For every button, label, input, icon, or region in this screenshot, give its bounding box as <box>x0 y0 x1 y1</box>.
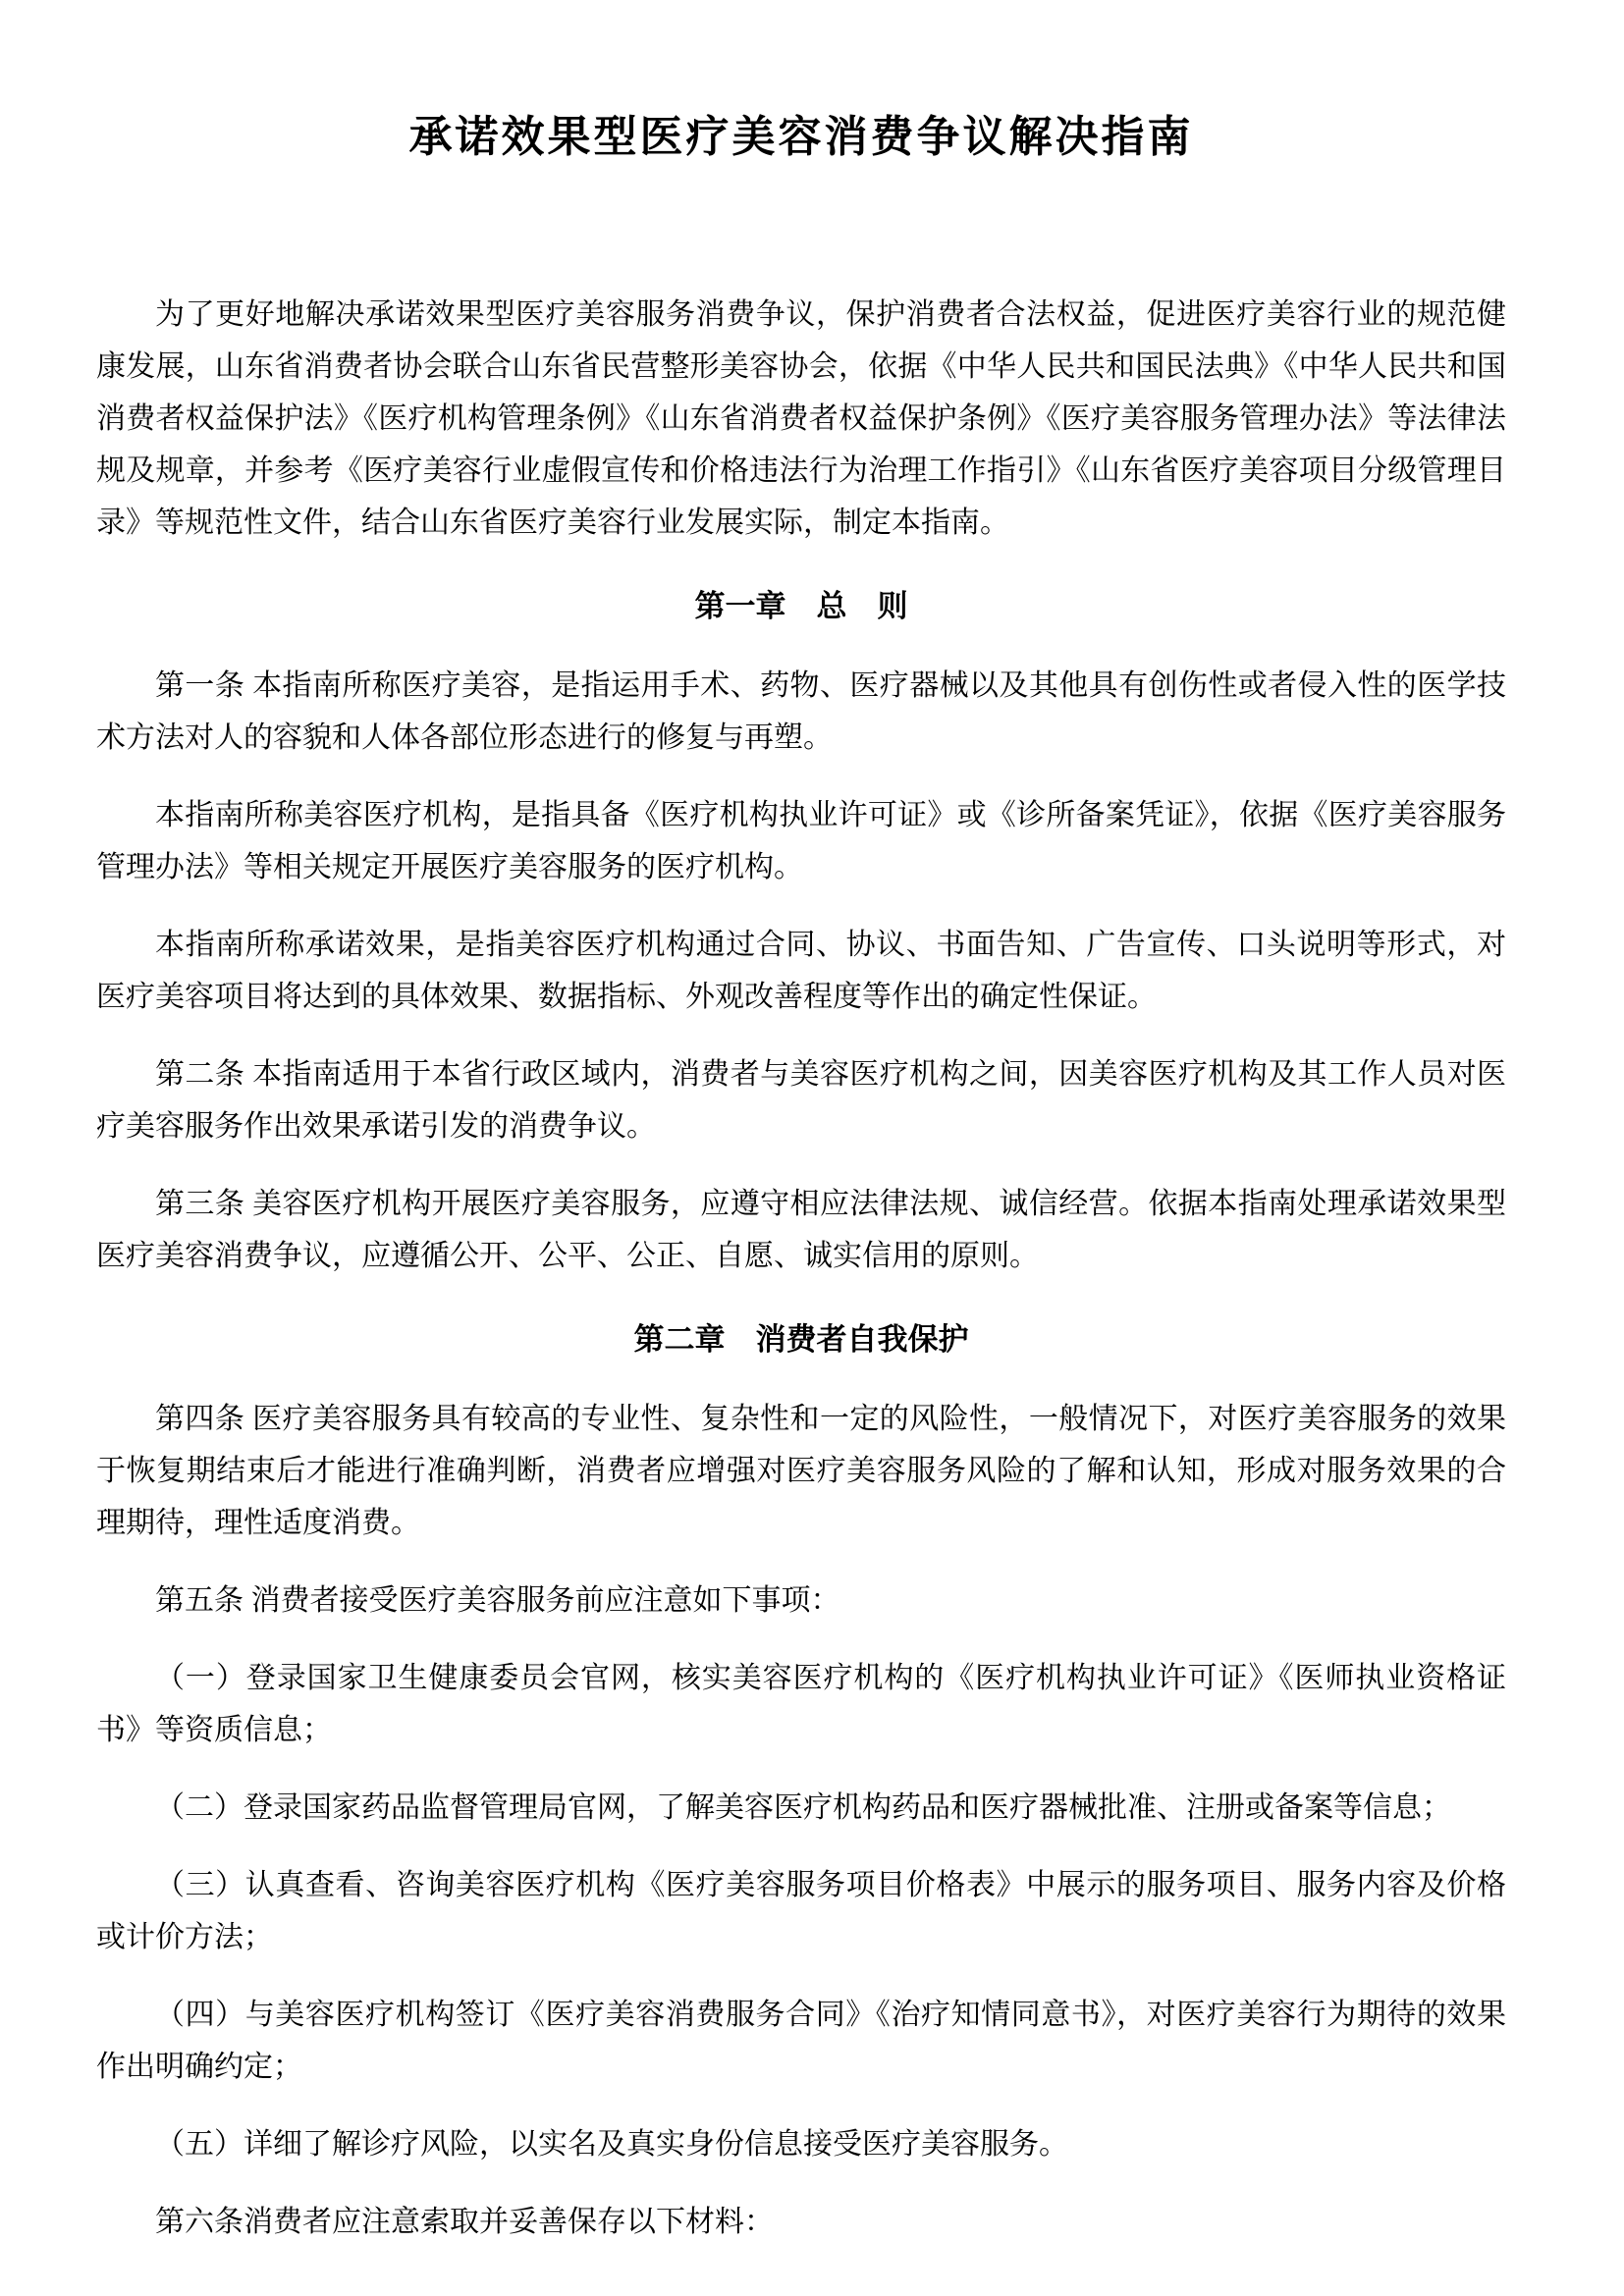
paragraph: 第四条 医疗美容服务具有较高的专业性、复杂性和一定的风险性，一般情况下，对医疗美容服务的效果于恢复期结束后才能进行准确判断，消费者应增强对医疗美容服务风险的了解和认知，形成对服务效果的合理期待，理性适度消费。 <box>96 1403 1506 1539</box>
paragraph: （二）登录国家药品监督管理局官网，了解美容医疗机构药品和医疗器械批准、注册或备案等信息； <box>155 1791 1451 1824</box>
paragraph: （四）与美容医疗机构签订《医疗美容消费服务合同》《治疗知情同意书》，对医疗美容行为期待的效果作出明确约定； <box>96 1999 1506 2083</box>
paragraph: 第三条 美容医疗机构开展医疗美容服务，应遵守相应法律法规、诚信经营。依据本指南处理承诺效果型医疗美容消费争议，应遵循公开、公平、公正、自愿、诚实信用的原则。 <box>96 1188 1506 1272</box>
paragraph: （三）认真查看、咨询美容医疗机构《医疗美容服务项目价格表》中展示的服务项目、服务内容及价格或计价方法； <box>96 1869 1506 1953</box>
chapter-heading: 第二章 消费者自我保护 <box>633 1322 969 1357</box>
paragraph: 本指南所称美容医疗机构，是指具备《医疗机构执业许可证》或《诊所备案凭证》，依据《医疗美容服务管理办法》等相关规定开展医疗美容服务的医疗机构。 <box>96 799 1506 883</box>
paragraph: 本指南所称承诺效果，是指美容医疗机构通过合同、协议、书面告知、广告宣传、口头说明等形式，对医疗美容项目将达到的具体效果、数据指标、外观改善程度等作出的确定性保证。 <box>96 929 1506 1013</box>
chapter-heading: 第一章 总 则 <box>694 589 908 623</box>
document-title: 承诺效果型医疗美容消费争议解决指南 <box>408 113 1194 161</box>
document-body <box>96 289 1506 2248</box>
paragraph: 第一条 本指南所称医疗美容，是指运用手术、药物、医疗器械以及其他具有创伤性或者侵入性的医学技术方法对人的容貌和人体各部位形态进行的修复与再塑。 <box>96 669 1506 754</box>
paragraph: （一）登录国家卫生健康委员会官网，核实美容医疗机构的《医疗机构执业许可证》《医师执业资格证书》等资质信息； <box>96 1662 1506 1746</box>
paragraph: 第二条 本指南适用于本省行政区域内，消费者与美容医疗机构之间，因美容医疗机构及其工作人员对医疗美容服务作出效果承诺引发的消费争议。 <box>96 1058 1506 1143</box>
paragraph: 第六条消费者应注意索取并妥善保存以下材料： <box>155 2206 774 2238</box>
paragraph: （五）详细了解诊疗风险，以实名及真实身份信息接受医疗美容服务。 <box>155 2128 1068 2161</box>
paragraph: 第五条 消费者接受医疗美容服务前应注意如下事项： <box>155 1584 840 1617</box>
paragraph: 为了更好地解决承诺效果型医疗美容服务消费争议，保护消费者合法权益，促进医疗美容行业的规范健康发展，山东省消费者协会联合山东省民营整形美容协会，依据《中华人民共和国民法典》《中华人民共和国消费者权益保护法》《医疗机构管理条例》《山东省消费者权益保护条例》《医疗美容服务管理办法》等法律法规及规章，并参考《医疗美容行业虚假宣传和价格违法行为治理工作指引》《山东省医疗美容项目分级管理目录》等规范性文件，结合山东省医疗美容行业发展实际，制定本指南。 <box>96 298 1506 539</box>
